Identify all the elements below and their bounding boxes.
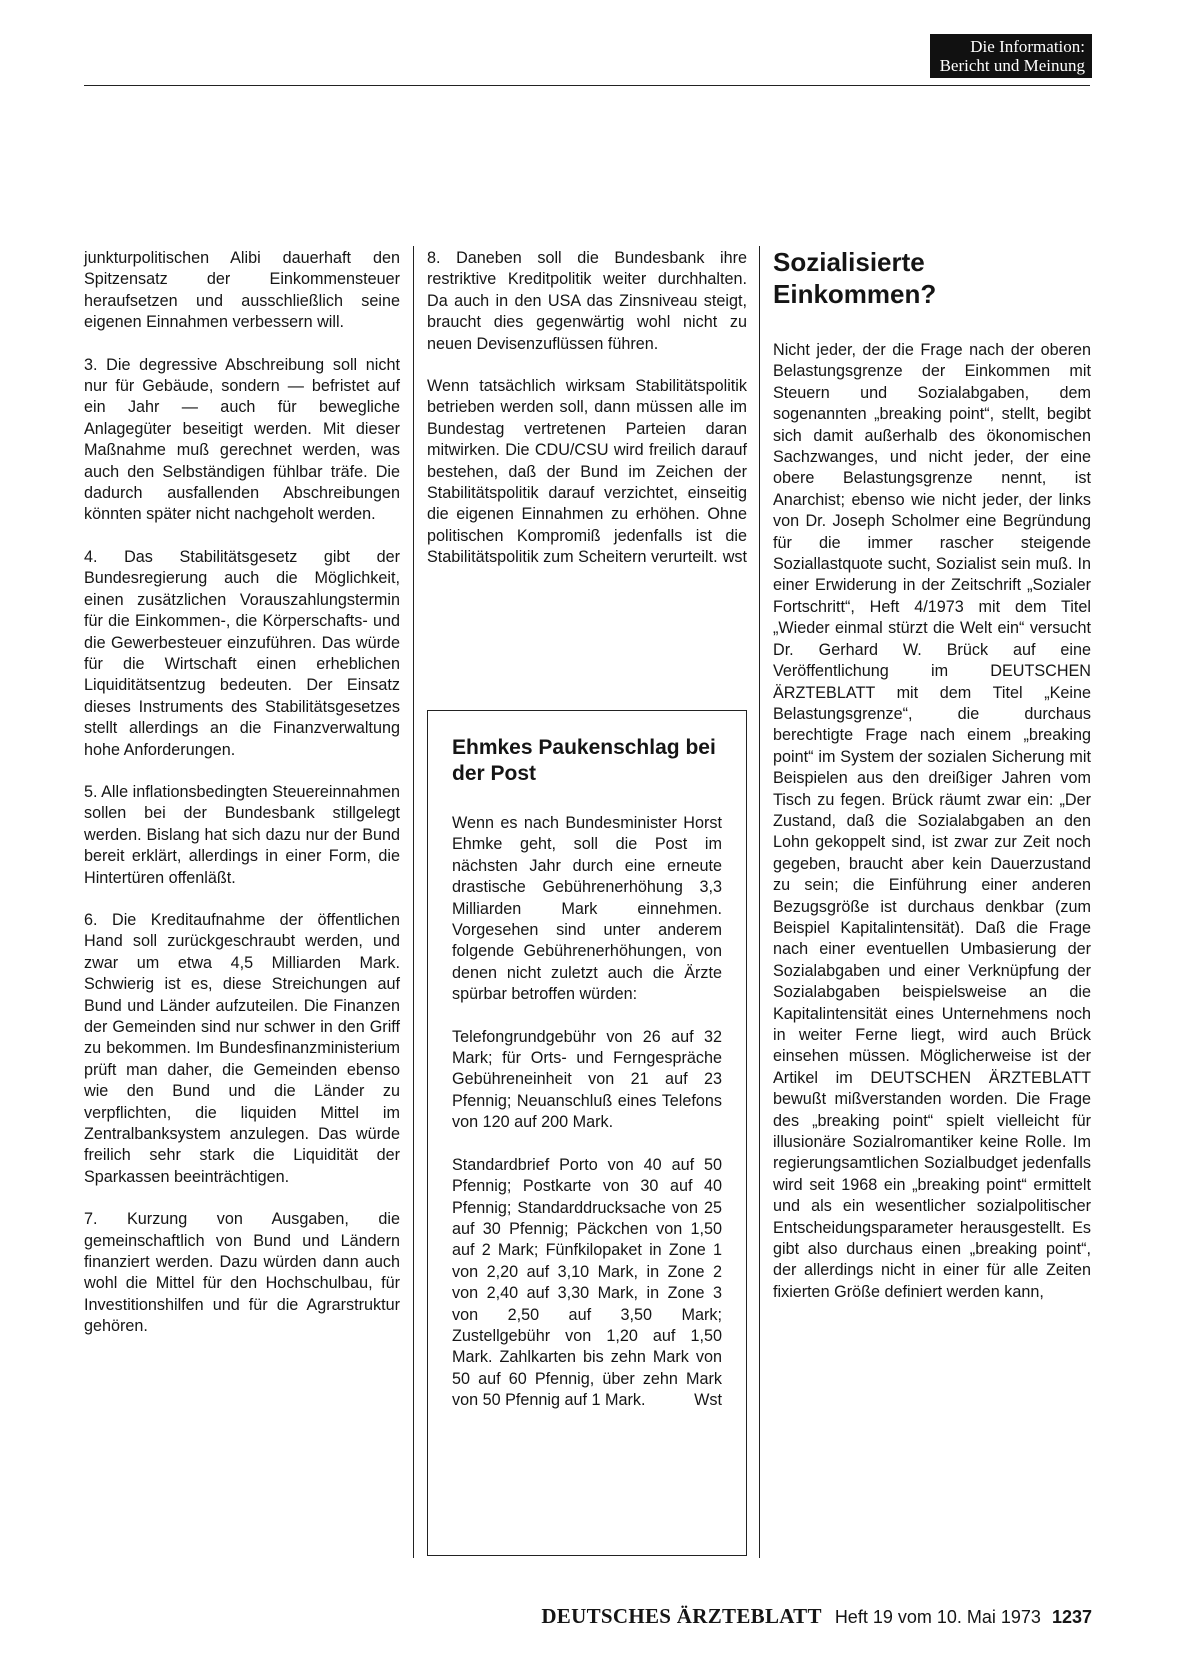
paragraph-text: Wenn tatsächlich wirksam Stabilitätspolitik betrieben werden soll, dann müssen alle im Bundestag vertretenen Parteien daran mitwirken. Die CDU/CSU wird freilich darauf bestehen, daß der Bund im Zeichen der Stabilitätspolitik darauf verzichtet, einseitig die eigenen Einnahmen zu erhöhen. Ohne politischen Kompromiß jedenfalls ist die Stabilitätspolitik zum Scheitern verurteilt. xyxy=(427,377,747,567)
section-label-line2: Bericht und Meinung xyxy=(939,56,1085,75)
header-rule xyxy=(84,85,1090,86)
paragraph: Telefongrundgebühr von 26 auf 32 Mark; für Orts- und Ferngespräche Gebühreneinheit von 21 auf 23 Pfennig; Neuanschluß eines Telefons von 120 auf 200 Mark. xyxy=(452,1027,722,1132)
paragraph: 7. Kurzung von Ausgaben, die gemeinschaftlich von Bund und Ländern finanziert werden. Dazu würden dann auch wohl die Mittel für den Hochschulbau, für Investitionshilfen und für die Agrarstruktur gehören. xyxy=(84,1210,400,1336)
paragraph: 5. Alle inflationsbedingten Steuereinnahmen sollen bei der Bundesbank stillgelegt werden. Bislang hat sich dazu nur der Bund bereit erklärt, allerdings in einer Form, die Hintertüren offenläßt. xyxy=(84,782,400,887)
paragraph: 3. Die degressive Abschreibung soll nicht nur für Gebäude, sondern — befristet auf ein Jahr — auch für bewegliche Anlagegüter beseitigt werden. Mit dieser Maßnahme muß gerechnet werden, was auch den Selbständigen fühlbar träfe. Die dadurch ausfallenden Abschreibungen könnten später nicht nachgeholt werden. xyxy=(84,355,400,524)
box-title: Ehmkes Paukenschlag bei der Post xyxy=(452,736,716,785)
paragraph xyxy=(427,376,747,569)
section-label-line1: Die Information: xyxy=(970,37,1085,56)
section-label xyxy=(930,34,1092,78)
paragraph: Nicht jeder, der die Frage nach der oberen Belastungsgrenze der Einkommen mit Steuern und Sozialabgaben, dem sogenannten „breaking point“, stellt, begibt sich damit außerhalb des ökonomischen Sachzwanges, und nicht jeder, der eine obere Belastungsgrenze nennt, ist Anarchist; ebenso wie nicht jeder, der links von Dr. Joseph Scholmer eine Begründung für die immer rascher steigende Soziallastquote sucht, Sozialist sein muß. In einer Erwiderung in der Zeitschrift „Sozialer Fortschritt“, Heft 4/1973 mit dem Titel „Wieder einmal stürzt die Welt ein“ versucht Dr. Gerhard W. Brück auf eine Veröffentlichung im DEUTSCHEN ÄRZTEBLATT mit dem Titel „Keine Belastungsgrenze“, die durchaus berechtigte Frage nach einem „breaking point“ im System der sozialen Sicherung mit Beispielen aus den dreißiger Jahren vom Tisch zu fegen. Brück räumt zwar ein: „Der Zustand, daß die Sozialabgaben an den Lohn gekoppelt sind, ist zwar zur Zeit noch gegeben, braucht aber kein Dauerzustand zu sein; die Einführung einer anderen Bezugsgröße ist durchaus denkbar (zum Beispiel Kapitalintensität). Daß die Frage nach einer eventuellen Umbasierung der Sozialabgaben und einer Verknüpfung der Sozialabgaben beispielsweise an die Kapitalintensität eines Unternehmens noch in weiter Ferne liegt, wird auch Brück einsehen müssen. Möglicherweise ist der Artikel im DEUTSCHEN ÄRZTEBLATT bewußt mißverstanden worden. Die Frage des „breaking point“ spielt vielleicht für illusionäre Sozialromantiker keine Rolle. Im regierungsamtlichen Sozialbudget jedenfalls wird seit 1968 ein „breaking point“ ermittelt und als ein wesentlicher sozialpolitischer Entscheidungsparameter herausgestellt. Es gibt also durchaus einen „breaking point“, der allerdings nicht in einer für alle Zeiten fixierten Größe definiert werden kann, xyxy=(773,341,1091,1301)
column-divider xyxy=(413,246,414,1558)
sidebar-box xyxy=(427,710,747,1556)
page-number: 1237 xyxy=(1051,1607,1092,1627)
author-signature: Wst xyxy=(694,1391,722,1410)
issue-info: Heft 19 vom 10. Mai 1973 xyxy=(834,1607,1041,1627)
paragraph: 6. Die Kreditaufnahme der öffentlichen Hand soll zurückgeschraubt werden, und zwar um etwa 4,5 Milliarden Mark. Schwierig ist es, diese Streichungen auf Bund und Länder aufzuteilen. Die Finanzen der Gemeinden sind nur schwer in den Griff zu bekommen. Im Bundesfinanzministerium prüft man daher, die Gemeinden ebenso wie den Bund und die Länder zu verpflichten, die liquiden Mittel im Zentralbanksystem anzulegen. Das würde freilich sehr stark die Liquidität der Sparkassen beeinträchtigen. xyxy=(84,910,400,1186)
column-1 xyxy=(84,248,400,1359)
paragraph xyxy=(452,1155,722,1412)
paragraph: Wenn es nach Bundesminister Horst Ehmke geht, soll die Post im nächsten Jahr durch eine erneute drastische Gebührenerhöhung 3,3 Milliarden Mark einnehmen. Vorgesehen sind unter anderem folgende Gebührenerhöhungen, von denen nicht zuletzt auch die Ärzte spürbar betroffen würden: xyxy=(452,814,722,1004)
journal-name: DEUTSCHES ÄRZTEBLATT xyxy=(541,1604,822,1628)
paragraph: junkturpolitischen Alibi dauerhaft den Spitzensatz der Einkommensteuer heraufsetzen und ausschließlich seine eigenen Einnahmen verbessern will. xyxy=(84,249,400,332)
paragraph-text: Standardbrief Porto von 40 auf 50 Pfennig; Postkarte von 30 auf 40 Pfennig; Standarddrucksache von 25 auf 30 Pfennig; Päckchen von 1,50 auf 2 Mark; Fünfkilopaket in Zone 1 von 2,20 auf 3,10 Mark, in Zone 2 von 2,40 auf 3,30 Mark, in Zone 3 von 2,50 auf 3,50 Mark; Zustellgebühr von 1,20 auf 1,50 Mark. Zahlkarten bis zehn Mark von 50 auf 60 Pfennig, über zehn Mark von 50 Pfennig auf 1 Mark. xyxy=(452,1155,722,1410)
article-title: Sozialisierte Einkommen? xyxy=(773,247,937,309)
page-footer xyxy=(541,1604,1092,1629)
paragraph: 4. Das Stabilitätsgesetz gibt der Bundesregierung auch die Möglichkeit, einen zusätzlichen Vorauszahlungstermin für die Einkommen-, die Körperschafts- und die Gewerbesteuer einzuführen. Das würde für die Wirtschaft einen erheblichen Liquiditätsentzug bedeuten. Der Einsatz dieses Instruments des Stabilitätsgesetzes stellt allerdings an die Finanzverwaltung hohe Anforderungen. xyxy=(84,547,400,759)
column-divider xyxy=(759,246,760,1558)
column-3 xyxy=(773,248,1091,1324)
column-2 xyxy=(427,248,747,590)
paragraph: 8. Daneben soll die Bundesbank ihre restriktive Kreditpolitik weiter durchhalten. Da auch in den USA das Zinsniveau steigt, braucht dies gegenwärtig wohl nicht zu neuen Devisenzuflüssen führen. xyxy=(427,249,747,353)
author-signature: wst xyxy=(722,548,747,567)
